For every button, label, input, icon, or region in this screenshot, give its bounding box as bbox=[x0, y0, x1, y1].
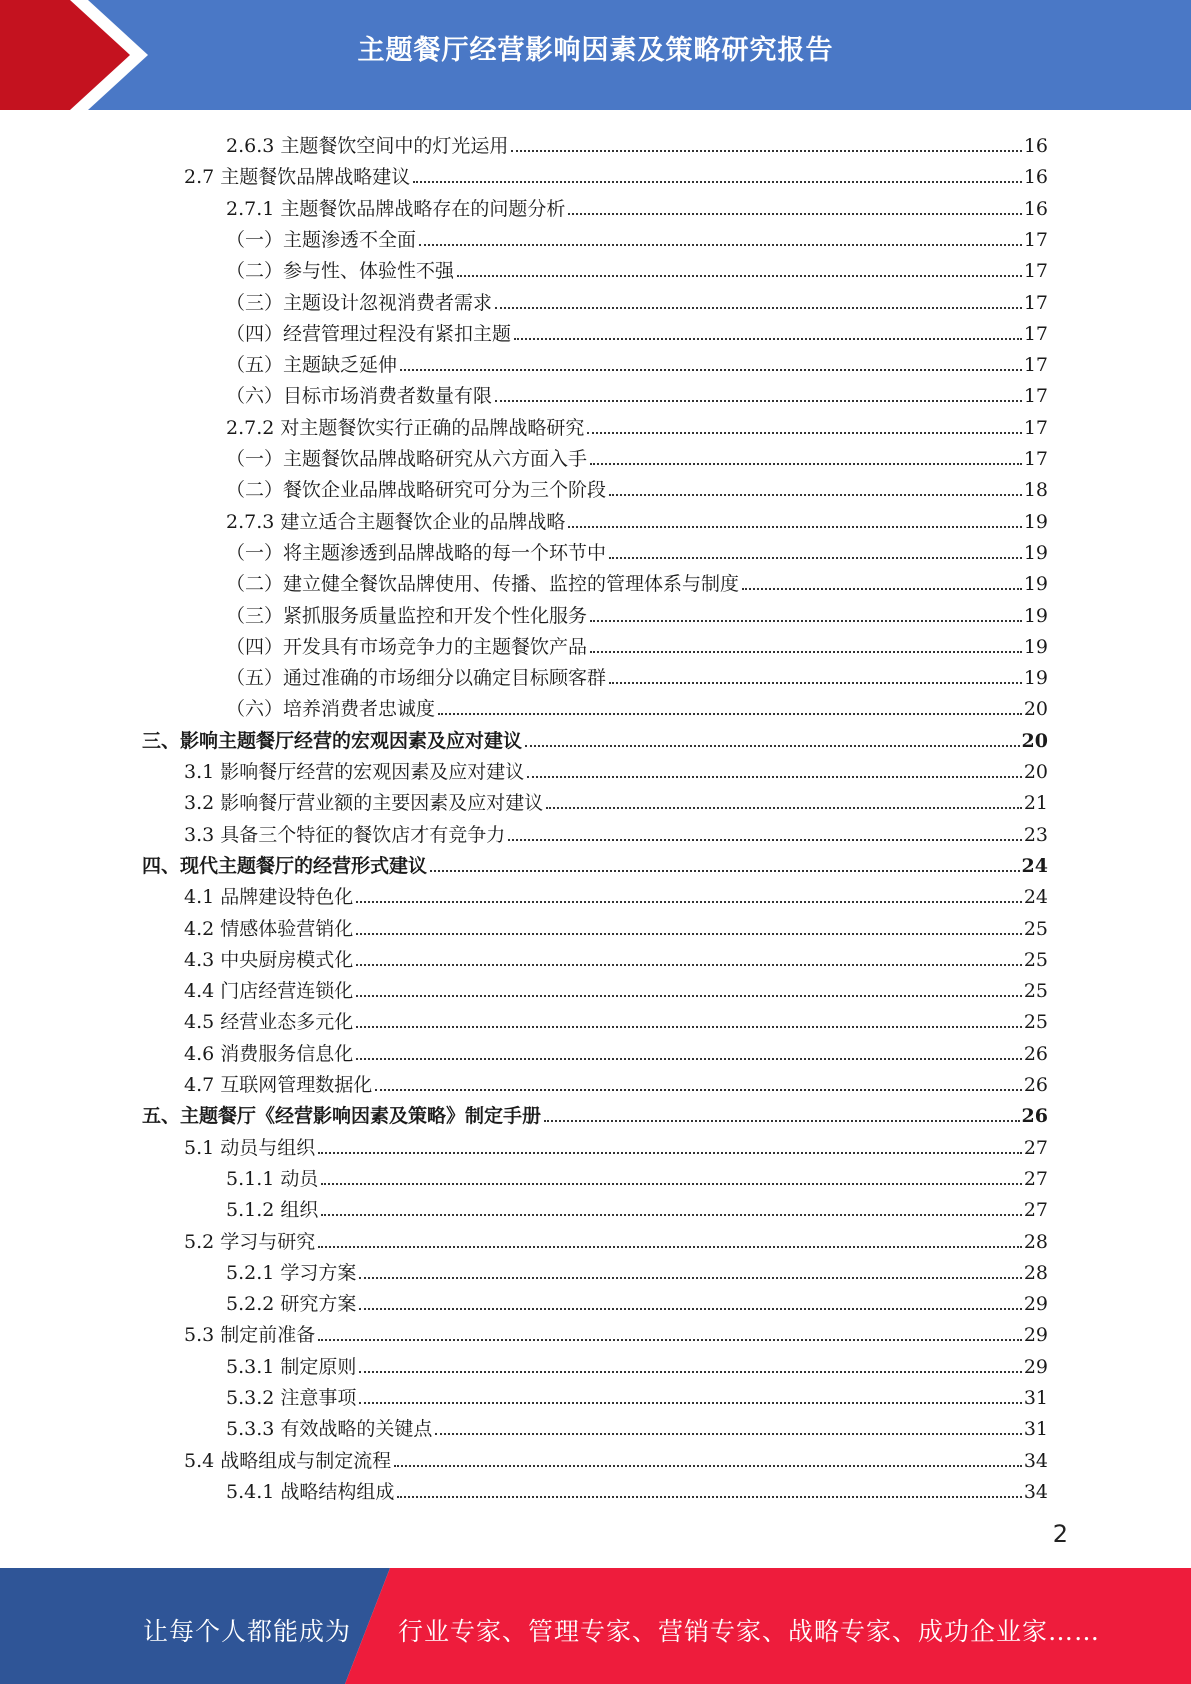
toc-entry[interactable] bbox=[226, 284, 1048, 314]
toc-entry-page: 17 bbox=[1023, 229, 1048, 251]
toc-dot-leader bbox=[359, 1402, 1021, 1404]
toc-entry[interactable] bbox=[226, 659, 1048, 689]
toc-entry-page: 17 bbox=[1023, 385, 1048, 407]
toc-dot-leader bbox=[511, 150, 1021, 152]
toc-dot-leader bbox=[590, 620, 1022, 622]
toc-entry-title: （一）主题渗透不全面 bbox=[226, 229, 417, 251]
toc-entry-page: 29 bbox=[1023, 1293, 1048, 1315]
toc-entry-title: （五）主题缺乏延伸 bbox=[226, 354, 398, 376]
toc-dot-leader bbox=[400, 369, 1022, 371]
toc-dot-leader bbox=[359, 1277, 1021, 1279]
toc-entry-page: 21 bbox=[1023, 792, 1048, 814]
toc-entry-page: 31 bbox=[1023, 1418, 1048, 1440]
toc-entry[interactable] bbox=[226, 1254, 1048, 1284]
toc-entry[interactable] bbox=[226, 346, 1048, 376]
toc-dot-leader bbox=[742, 588, 1022, 590]
toc-dot-leader bbox=[587, 432, 1021, 434]
toc-entry-page: 16 bbox=[1023, 198, 1048, 220]
page-number: 2 bbox=[1052, 1520, 1068, 1548]
toc-entry[interactable] bbox=[226, 1379, 1048, 1409]
toc-entry-page: 24 bbox=[1023, 886, 1048, 908]
toc-entry-page: 29 bbox=[1023, 1324, 1048, 1346]
document-title: 主题餐厅经营影响因素及策略研究报告 bbox=[357, 35, 834, 66]
toc-entry[interactable] bbox=[226, 565, 1048, 595]
toc-entry[interactable] bbox=[184, 753, 1048, 783]
toc-entry[interactable] bbox=[226, 534, 1048, 564]
toc-entry-page: 25 bbox=[1023, 980, 1048, 1002]
toc-entry[interactable] bbox=[184, 158, 1048, 188]
toc-dot-leader bbox=[430, 870, 1020, 872]
toc-entry-page: 19 bbox=[1023, 542, 1048, 564]
toc-entry-title: 5.3.3 有效战略的关键点 bbox=[226, 1418, 433, 1440]
toc-entry[interactable] bbox=[226, 127, 1048, 157]
toc-entry-page: 28 bbox=[1023, 1231, 1048, 1253]
toc-entry-page: 19 bbox=[1023, 573, 1048, 595]
toc-entry-title: 三、影响主题餐厅经营的宏观因素及应对建议 bbox=[142, 730, 523, 752]
toc-entry[interactable] bbox=[226, 1473, 1048, 1503]
toc-entry-page: 16 bbox=[1023, 166, 1048, 188]
toc-dot-leader bbox=[546, 807, 1022, 809]
toc-entry-title: 4.6 消费服务信息化 bbox=[184, 1043, 354, 1065]
toc-entry-title: （三）主题设计忽视消费者需求 bbox=[226, 292, 493, 314]
toc-entry[interactable] bbox=[226, 1191, 1048, 1221]
toc-dot-leader bbox=[356, 901, 1022, 903]
toc-entry[interactable] bbox=[226, 221, 1048, 251]
toc-entry[interactable] bbox=[184, 1316, 1048, 1346]
toc-entry-page: 26 bbox=[1023, 1043, 1048, 1065]
toc-entry[interactable] bbox=[184, 1129, 1048, 1159]
toc-entry-title: （四）开发具有市场竞争力的主题餐饮产品 bbox=[226, 636, 588, 658]
toc-entry[interactable] bbox=[142, 1097, 1048, 1127]
toc-entry-title: 3.1 影响餐厅经营的宏观因素及应对建议 bbox=[184, 761, 525, 783]
toc-entry-title: 5.4.1 战略结构组成 bbox=[226, 1481, 395, 1503]
toc-entry-page: 19 bbox=[1023, 636, 1048, 658]
toc-entry-page: 34 bbox=[1023, 1481, 1048, 1503]
toc-entry-page: 17 bbox=[1023, 354, 1048, 376]
toc-entry[interactable] bbox=[184, 1442, 1048, 1472]
toc-dot-leader bbox=[413, 181, 1022, 183]
toc-entry-title: 5.3.1 制定原则 bbox=[226, 1356, 357, 1378]
footer-slogan-left: 让每个人都能成为 bbox=[143, 1617, 352, 1646]
toc-entry[interactable] bbox=[226, 315, 1048, 345]
toc-entry-page: 17 bbox=[1023, 448, 1048, 470]
toc-entry-page: 19 bbox=[1023, 605, 1048, 627]
toc-entry[interactable] bbox=[184, 816, 1048, 846]
toc-entry-title: （二）参与性、体验性不强 bbox=[226, 260, 455, 282]
toc-entry-title: 2.7 主题餐饮品牌战略建议 bbox=[184, 166, 411, 188]
toc-entry[interactable] bbox=[226, 377, 1048, 407]
page-footer bbox=[0, 1568, 1191, 1684]
toc-entry-title: （六）培养消费者忠诚度 bbox=[226, 698, 436, 720]
toc-dot-leader bbox=[359, 1371, 1021, 1373]
toc-entry[interactable] bbox=[184, 1035, 1048, 1065]
toc-entry-page: 17 bbox=[1023, 323, 1048, 345]
toc-dot-leader bbox=[435, 1433, 1021, 1435]
toc-entry-title: （六）目标市场消费者数量有限 bbox=[226, 385, 493, 407]
toc-entry-title: 5.4 战略组成与制定流程 bbox=[184, 1450, 392, 1472]
toc-dot-leader bbox=[527, 776, 1022, 778]
toc-entry[interactable] bbox=[226, 409, 1048, 439]
page-header bbox=[0, 0, 1191, 110]
toc-entry-title: 2.7.1 主题餐饮品牌战略存在的问题分析 bbox=[226, 198, 566, 220]
toc-entry-page: 27 bbox=[1023, 1199, 1048, 1221]
toc-entry-title: 2.7.3 建立适合主题餐饮企业的品牌战略 bbox=[226, 511, 566, 533]
toc-dot-leader bbox=[356, 1058, 1022, 1060]
toc-entry-page: 23 bbox=[1023, 824, 1048, 846]
toc-entry[interactable] bbox=[142, 847, 1048, 877]
toc-entry-title: 3.2 影响餐厅营业额的主要因素及应对建议 bbox=[184, 792, 544, 814]
toc-dot-leader bbox=[419, 244, 1022, 246]
toc-entry-title: 5.1.1 动员 bbox=[226, 1168, 319, 1190]
toc-entry-page: 27 bbox=[1023, 1137, 1048, 1159]
toc-entry[interactable] bbox=[184, 1223, 1048, 1253]
toc-dot-leader bbox=[321, 1183, 1021, 1185]
toc-entry[interactable] bbox=[226, 503, 1048, 533]
toc-entry-title: 4.1 品牌建设特色化 bbox=[184, 886, 354, 908]
toc-entry[interactable] bbox=[226, 471, 1048, 501]
toc-entry-page: 25 bbox=[1023, 949, 1048, 971]
footer-slogan-right: 行业专家、管理专家、营销专家、战略专家、成功企业家…… bbox=[398, 1617, 1101, 1646]
toc-entry[interactable] bbox=[226, 1285, 1048, 1315]
toc-dot-leader bbox=[438, 713, 1022, 715]
toc-dot-leader bbox=[375, 1089, 1022, 1091]
toc-entry-page: 17 bbox=[1023, 417, 1048, 439]
toc-dot-leader bbox=[609, 557, 1022, 559]
toc-entry-title: 5.3.2 注意事项 bbox=[226, 1387, 357, 1409]
toc-entry[interactable] bbox=[226, 597, 1048, 627]
toc-entry-title: 5.3 制定前准备 bbox=[184, 1324, 316, 1346]
toc-entry[interactable] bbox=[226, 252, 1048, 282]
toc-dot-leader bbox=[356, 933, 1022, 935]
toc-entry[interactable] bbox=[184, 1003, 1048, 1033]
toc-dot-leader bbox=[321, 1214, 1021, 1216]
toc-entry-page: 31 bbox=[1023, 1387, 1048, 1409]
toc-dot-leader bbox=[590, 651, 1022, 653]
toc-entry[interactable] bbox=[184, 784, 1048, 814]
toc-entry-page: 20 bbox=[1023, 698, 1048, 720]
toc-entry[interactable] bbox=[184, 878, 1048, 908]
toc-entry-title: 5.2.1 学习方案 bbox=[226, 1262, 357, 1284]
toc-entry-title: 5.2 学习与研究 bbox=[184, 1231, 316, 1253]
toc-dot-leader bbox=[544, 1120, 1020, 1122]
toc-entry-title: 5.1.2 组织 bbox=[226, 1199, 319, 1221]
toc-entry-title: 4.7 互联网管理数据化 bbox=[184, 1074, 373, 1096]
toc-dot-leader bbox=[590, 463, 1022, 465]
toc-dot-leader bbox=[356, 1026, 1022, 1028]
toc-entry-title: 四、现代主题餐厅的经营形式建议 bbox=[142, 855, 428, 877]
toc-dot-leader bbox=[609, 494, 1022, 496]
toc-entry[interactable] bbox=[184, 910, 1048, 940]
toc-entry[interactable] bbox=[226, 440, 1048, 470]
toc-entry-page: 16 bbox=[1023, 135, 1048, 157]
toc-entry-page: 24 bbox=[1021, 855, 1048, 877]
toc-entry[interactable] bbox=[184, 941, 1048, 971]
toc-entry-page: 26 bbox=[1023, 1074, 1048, 1096]
toc-entry[interactable] bbox=[226, 1410, 1048, 1440]
toc-entry-page: 29 bbox=[1023, 1356, 1048, 1378]
toc-dot-leader bbox=[568, 213, 1021, 215]
toc-entry[interactable] bbox=[142, 722, 1048, 752]
toc-entry-title: 2.6.3 主题餐饮空间中的灯光运用 bbox=[226, 135, 509, 157]
toc-entry[interactable] bbox=[226, 1348, 1048, 1378]
toc-entry[interactable] bbox=[184, 1066, 1048, 1096]
toc-entry-page: 18 bbox=[1023, 479, 1048, 501]
toc-entry-page: 20 bbox=[1023, 761, 1048, 783]
toc-dot-leader bbox=[609, 682, 1022, 684]
toc-entry-title: 4.3 中央厨房模式化 bbox=[184, 949, 354, 971]
toc-dot-leader bbox=[514, 338, 1022, 340]
toc-dot-leader bbox=[318, 1339, 1022, 1341]
toc-entry-title: （五）通过准确的市场细分以确定目标顾客群 bbox=[226, 667, 607, 689]
toc-entry-page: 20 bbox=[1021, 730, 1048, 752]
toc-dot-leader bbox=[359, 1308, 1021, 1310]
toc-entry-title: （四）经营管理过程没有紧扣主题 bbox=[226, 323, 512, 345]
toc-entry-title: 4.2 情感体验营销化 bbox=[184, 918, 354, 940]
toc-entry-title: 五、主题餐厅《经营影响因素及策略》制定手册 bbox=[142, 1105, 542, 1127]
toc-entry-title: （三）紧抓服务质量监控和开发个性化服务 bbox=[226, 605, 588, 627]
toc-entry-title: 2.7.2 对主题餐饮实行正确的品牌战略研究 bbox=[226, 417, 585, 439]
toc-dot-leader bbox=[457, 275, 1022, 277]
toc-entry-page: 25 bbox=[1023, 1011, 1048, 1033]
toc-entry[interactable] bbox=[184, 972, 1048, 1002]
toc-dot-leader bbox=[568, 526, 1021, 528]
toc-entry[interactable] bbox=[226, 628, 1048, 658]
toc-dot-leader bbox=[508, 839, 1022, 841]
toc-entry-page: 17 bbox=[1023, 260, 1048, 282]
toc-entry-title: 5.2.2 研究方案 bbox=[226, 1293, 357, 1315]
toc-entry-title: 4.5 经营业态多元化 bbox=[184, 1011, 354, 1033]
toc-dot-leader bbox=[495, 307, 1022, 309]
toc-entry-page: 34 bbox=[1023, 1450, 1048, 1472]
toc-entry[interactable] bbox=[226, 690, 1048, 720]
toc-entry-title: （一）将主题渗透到品牌战略的每一个环节中 bbox=[226, 542, 607, 564]
toc-entry-title: 5.1 动员与组织 bbox=[184, 1137, 316, 1159]
toc-dot-leader bbox=[525, 745, 1020, 747]
toc-entry-title: （一）主题餐饮品牌战略研究从六方面入手 bbox=[226, 448, 588, 470]
toc-entry-page: 28 bbox=[1023, 1262, 1048, 1284]
toc-entry-title: （二）餐饮企业品牌战略研究可分为三个阶段 bbox=[226, 479, 607, 501]
toc-entry[interactable] bbox=[226, 1160, 1048, 1190]
toc-entry-title: 3.3 具备三个特征的餐饮店才有竞争力 bbox=[184, 824, 506, 846]
toc-entry-title: （二）建立健全餐饮品牌使用、传播、监控的管理体系与制度 bbox=[226, 573, 740, 595]
toc-dot-leader bbox=[394, 1465, 1022, 1467]
toc-entry-page: 19 bbox=[1023, 667, 1048, 689]
toc-entry-page: 26 bbox=[1021, 1105, 1048, 1127]
toc-dot-leader bbox=[397, 1496, 1021, 1498]
toc-entry-page: 27 bbox=[1023, 1168, 1048, 1190]
toc-dot-leader bbox=[318, 1152, 1022, 1154]
toc-entry-page: 17 bbox=[1023, 292, 1048, 314]
toc-entry-title: 4.4 门店经营连锁化 bbox=[184, 980, 354, 1002]
toc-entry-page: 25 bbox=[1023, 918, 1048, 940]
toc-dot-leader bbox=[318, 1246, 1022, 1248]
toc-dot-leader bbox=[495, 400, 1022, 402]
toc-entry-page: 19 bbox=[1023, 511, 1048, 533]
toc-dot-leader bbox=[356, 995, 1022, 997]
toc-dot-leader bbox=[356, 964, 1022, 966]
toc-entry[interactable] bbox=[226, 190, 1048, 220]
